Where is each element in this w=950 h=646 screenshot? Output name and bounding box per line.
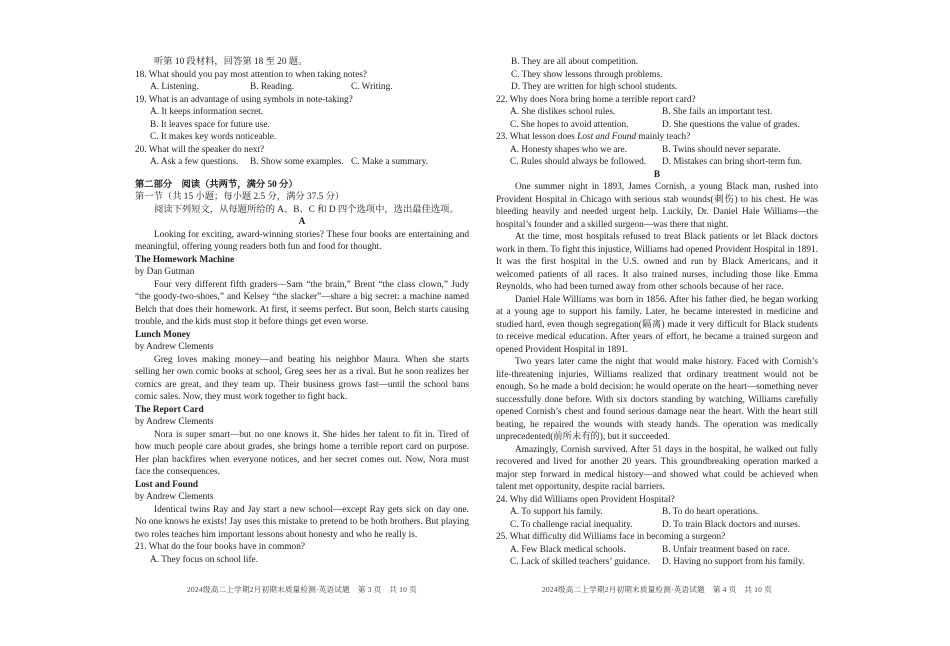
question-25-text: What difficulty did Williams face in becoming a surgeon?: [509, 532, 726, 542]
question-21-text: What do the four books have in common?: [148, 542, 305, 552]
question-18-text: What should you pay most attention to when taking notes?: [148, 69, 367, 80]
reading-instruction: 阅读下列短文，从每题所给的 A、B、C 和 D 四个选项中，选出最佳选项。: [154, 204, 459, 215]
question-21: [135, 541, 469, 554]
passage-b-paragraph: Daniel Hale Williams was born in 1856. After his father died, he began working at a young age to support his family. Later, he became interested in medicine and studied hard, even though segregation(隔离) made it very difficult for Black students to receive medical education. After years of effort, he became a trained surgeon and opened Provident Hospital in 1891.: [496, 294, 818, 355]
book-title: Lunch Money: [135, 329, 191, 340]
question-22-options-row2: [496, 119, 818, 132]
question-25-options-row2: [496, 556, 818, 569]
option-b: B. Reading.: [250, 82, 295, 92]
question-24-number: 24.: [496, 494, 508, 505]
question-20: [135, 144, 469, 157]
option-a: A. Few Black medical schools.: [510, 544, 626, 555]
page-footer-left: 2024级高二上学期2月初期末质量检测·英语试题 第 3 页 共 10 页: [186, 585, 418, 594]
page-footer-right: 2024级高二上学期2月初期末质量检测·英语试题 第 4 页 共 10 页: [541, 585, 773, 594]
option-b: B. Unfair treatment based on race.: [662, 544, 790, 555]
option-c: C. It makes key words noticeable.: [150, 132, 277, 142]
question-24-text: Why did Williams open Provident Hospital?: [509, 494, 675, 505]
passage-b-paragraph: Two years later came the night that would make history. Faced with Cornish’s life-threatening injuries, Williams realized that ordinary treatment would not be enough. So he made a bold decision: he would operate on the heart—something never successfully done before. With six doctors standing by watching, Williams carefully opened Cornish’s chest and found serious damage near the heart. With the heart still beating, he repaired the wounds with steady hands. The operation was medically unprecedented(前所未有的), but it succeeded.: [496, 357, 818, 442]
option-d: D. She questions the value of grades.: [662, 119, 800, 130]
option-b: B. She fails an important test.: [662, 107, 773, 117]
question-18-options: [135, 81, 469, 94]
option-d: D. To train Black doctors and nurses.: [662, 519, 801, 530]
question-22-number: 22.: [496, 94, 508, 105]
section1-heading: 第一节（共 15 小题；每小题 2.5 分，满分 37.5 分）: [135, 192, 345, 202]
book-title: Lost and Found: [135, 479, 199, 490]
book-description: Greg loves making money—and beating his neighbor Maura. When she starts selling her own comic books at school, Greg sees her as a rival. But he soon realizes her comics are great, and they team up. Their business grows fast—until the school bans comic sales. Now, they must work together to fight back.: [135, 354, 469, 402]
question-24-options-row2: [496, 519, 818, 532]
book-author: by Andrew Clements: [135, 342, 214, 352]
option-a: A. Honesty shapes who we are.: [510, 144, 627, 155]
passage-a-label: A: [298, 217, 306, 227]
question-25: [496, 531, 818, 544]
book-author: by Andrew Clements: [135, 492, 214, 502]
question-19: [135, 94, 469, 107]
book-description: Four very different fifth graders—Sam “the brain,” Brent “the class clown,” Judy “the goody-two-shoes,” and Kelsey “the slacker”—share a big secret: a machine named Belch that does their homework. At first, it seems perfect. But soon, Belch starts causing trouble, and the kids must stop it before things get even worse.: [135, 279, 469, 327]
question-23: [496, 131, 818, 144]
option-a: A. Ask a few questions.: [150, 157, 239, 167]
book-description: Identical twins Ray and Jay start a new school—except Ray gets sick on day one. No one knows he exists! Jay uses this mistake to pretend to be both brothers. But playing two roles teaches him important lessons about honesty and who he really is.: [135, 504, 469, 540]
question-22: [496, 94, 818, 107]
question-25-options-row1: [496, 544, 818, 557]
question-21-number: 21.: [135, 542, 147, 552]
option-c: C. Writing.: [351, 82, 393, 92]
option-a: A. To support his family.: [510, 507, 603, 517]
option-d: D. They are written for high school students.: [511, 82, 678, 92]
passage-b-paragraph: One summer night in 1893, James Cornish, a young Black man, rushed into Provident Hospital in Chicago with serious stab wounds(刺伤) to his chest. He was bleeding heavily and needed urgent help. Luckily, Dr. Daniel Hale Williams—the hospital’s founder and a skilled surgeon—was there that night.: [496, 182, 818, 230]
option-b: B. It leaves space for future use.: [150, 119, 270, 130]
audio-section-note: 听第 10 段材料，回答第 18 至 20 题。: [154, 57, 308, 67]
question-22-text: Why does Nora bring home a terrible report card?: [509, 94, 696, 105]
question-22-options-row1: [496, 106, 818, 119]
question-20-options: [135, 156, 469, 169]
option-c: C. Make a summary.: [351, 157, 429, 167]
option-a: A. They focus on school life.: [150, 554, 259, 565]
book-author: by Dan Gutman: [135, 267, 195, 277]
passage-b-label: B: [653, 169, 661, 180]
option-c: C. Lack of skilled teachers’ guidance.: [510, 557, 650, 567]
question-24: [496, 494, 818, 507]
page-left-column: [135, 56, 469, 566]
question-20-text: What will the speaker do next?: [148, 144, 265, 155]
question-23-number: 23.: [496, 132, 508, 142]
option-b: B. To do heart operations.: [662, 507, 759, 517]
option-b: B. Show some examples.: [250, 157, 344, 167]
question-24-options-row1: [496, 506, 818, 519]
option-b: B. They are all about competition.: [511, 57, 639, 67]
passage-b-paragraph: Amazingly, Cornish survived. After 51 days in the hospital, he walked out fully recovered and lived for another 20 years. This groundbreaking operation marked a major step forward in medical history—and showed what could be achieved when talent met opportunity, despite racial barriers.: [496, 444, 818, 492]
question-20-number: 20.: [135, 144, 147, 155]
question-18: [135, 69, 469, 82]
part2-heading: 第二部分 阅读（共两节，满分 50 分）: [135, 179, 298, 190]
option-a: A. She dislikes school rules.: [510, 107, 616, 117]
passage-a-intro: Looking for exciting, award-winning stories? These four books are entertaining and meaningful, offering young readers both fun and food for thought.: [135, 229, 469, 252]
option-c: C. To challenge racial inequality.: [510, 519, 633, 530]
question-23-options-row2: [496, 156, 818, 169]
option-c: C. Rules should always be followed.: [510, 157, 647, 167]
book-author: by Andrew Clements: [135, 417, 214, 427]
option-c: C. She hopes to avoid attention.: [510, 119, 629, 130]
question-23-text: What lesson does Lost and Found mainly teach?: [509, 132, 691, 142]
book-title: The Homework Machine: [135, 254, 235, 265]
option-b: B. Twins should never separate.: [662, 144, 781, 155]
option-a: A. Listening.: [150, 82, 199, 92]
page-right-column: [496, 56, 818, 569]
option-c: C. They show lessons through problems.: [511, 69, 663, 80]
question-18-number: 18.: [135, 69, 147, 80]
book-title-italic: Lost and Found: [577, 132, 637, 142]
passage-b-paragraph: At the time, most hospitals refused to treat Black patients or let Black doctors work in them. To fight this injustice, Williams had opened Provident Hospital in 1891. It was the first hospital in the U.S. owned and run by Black Americans, and it welcomed patients of all races. It also trained nurses, including those like Emma Reynolds, who had been turned away from other schools because of her race.: [496, 232, 818, 292]
option-d: D. Having no support from his family.: [662, 557, 805, 567]
book-title: The Report Card: [135, 404, 204, 415]
option-a: A. It keeps information secret.: [150, 107, 264, 117]
book-description: Nora is super smart—but no one knows it. She hides her talent to fit in. Tired of how much people care about grades, she brings home a terrible report card on purpose. Her plan backfires when everyone notices, and her secret comes out. Now, Nora must face the consequences.: [135, 429, 469, 477]
question-19-text: What is an advantage of using symbols in note-taking?: [148, 94, 353, 105]
question-19-number: 19.: [135, 94, 147, 105]
question-23-options-row1: [496, 144, 818, 157]
question-25-number: 25.: [496, 532, 508, 542]
option-d: D. Mistakes can bring short-term fun.: [662, 157, 803, 167]
